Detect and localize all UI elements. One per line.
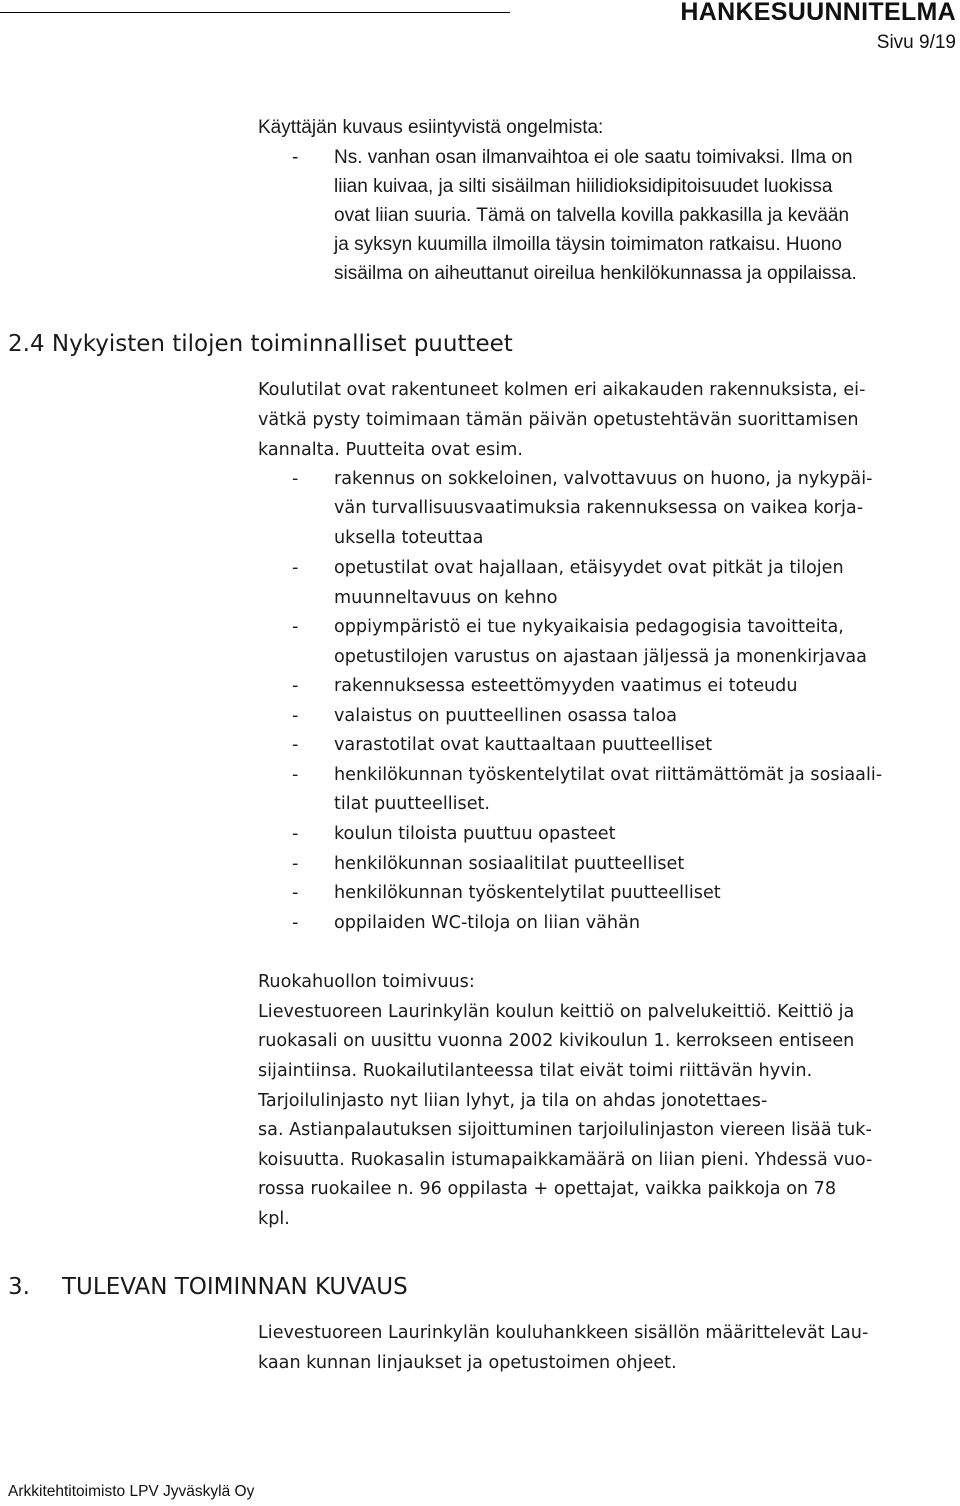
list-dash: -: [292, 469, 299, 489]
footer-company: Arkkitehtitoimisto LPV Jyväskylä Oy: [8, 1483, 255, 1500]
list-dash: -: [292, 854, 299, 874]
list-dash: -: [292, 735, 299, 755]
list-item: oppilaiden WC-tiloja on liian vähän: [334, 913, 640, 933]
paragraph-line: kaan kunnan linjaukset ja opetustoimen ohjeet.: [258, 1353, 677, 1373]
paragraph-line: kpl.: [258, 1209, 290, 1229]
page-number: Sivu 9/19: [876, 32, 956, 53]
list-item: henkilökunnan työskentelytilat puutteelliset: [334, 883, 721, 903]
paragraph-line: Ns. vanhan osan ilmanvaihtoa ei ole saatu toimivaksi. Ilma on: [334, 147, 853, 168]
paragraph-line: sa. Astianpalautuksen sijoittuminen tarjoilulinjaston viereen lisää tuk-: [258, 1120, 872, 1140]
paragraph-line: ovat liian suuria. Tämä on talvella kovilla pakkasilla ja kevään: [334, 205, 850, 226]
kitchen-heading: Ruokahuollon toimivuus:: [258, 972, 475, 992]
list-dash: -: [292, 883, 299, 903]
list-item: rakennuksessa esteettömyyden vaatimus ei toteudu: [334, 676, 798, 696]
list-item: henkilökunnan työskentelytilat ovat riittämättömät ja sosiaali-: [334, 765, 883, 785]
list-item-continuation: tilat puutteelliset.: [334, 794, 491, 814]
paragraph-line: liian kuivaa, ja silti sisäilman hiilidioksidipitoisuudet luokissa: [334, 176, 833, 197]
list-item: rakennus on sokkeloinen, valvottavuus on huono, ja nykypäi-: [334, 469, 873, 489]
paragraph-line: sisäilma on aiheuttanut oireilua henkilökunnassa ja oppilaissa.: [334, 263, 857, 284]
list-item: varastotilat ovat kauttaaltaan puutteelliset: [334, 735, 713, 755]
section-heading-2-4: 2.4 Nykyisten tilojen toiminnalliset puutteet: [8, 331, 513, 357]
paragraph-line: ruokasali on uusittu vuonna 2002 kivikoulun 1. kerrokseen entiseen: [258, 1031, 855, 1051]
paragraph-line: Tarjoilulinjasto nyt liian lyhyt, ja tila on ahdas jonotettaes-: [258, 1091, 768, 1111]
paragraph-line: koisuutta. Ruokasalin istumapaikkamäärä on liian pieni. Yhdessä vuo-: [258, 1150, 873, 1170]
document-title: HANKESUUNNITELMA: [680, 0, 956, 26]
paragraph-line: vätkä pysty toimimaan tämän päivän opetustehtävän suorittamisen: [258, 410, 859, 430]
list-item: koulun tiloista puuttuu opasteet: [334, 824, 616, 844]
list-item-continuation: uksella toteuttaa: [334, 528, 484, 548]
user-description-heading: Käyttäjän kuvaus esiintyvistä ongelmista:: [258, 117, 604, 138]
paragraph-line: kannalta. Puutteita ovat esim.: [258, 440, 523, 460]
section-heading-3: TULEVAN TOIMINNAN KUVAUS: [62, 1274, 408, 1300]
paragraph-line: Lievestuoreen Laurinkylän koulun keittiö on palvelukeittiö. Keittiö ja: [258, 1002, 855, 1022]
paragraph-line: ja syksyn kuumilla ilmoilla täysin toimimaton ratkaisu. Huono: [334, 234, 842, 255]
paragraph-line: sijaintiinsa. Ruokailutilanteessa tilat eivät toimi riittävän hyvin.: [258, 1061, 813, 1081]
paragraph-line: Lievestuoreen Laurinkylän kouluhankkeen sisällön määrittelevät Lau-: [258, 1323, 869, 1343]
list-dash: -: [292, 824, 299, 844]
section-number-3: 3.: [8, 1274, 30, 1300]
paragraph-line: Koulutilat ovat rakentuneet kolmen eri aikakauden rakennuksista, ei-: [258, 380, 866, 400]
list-item: oppiympäristö ei tue nykyaikaisia pedagogisia tavoitteita,: [334, 617, 844, 637]
list-dash: -: [292, 147, 299, 168]
list-item-continuation: muunneltavuus on kehno: [334, 588, 558, 608]
list-dash: -: [292, 676, 299, 696]
paragraph-line: rossa ruokailee n. 96 oppilasta + opettajat, vaikka paikkoja on 78: [258, 1179, 837, 1199]
list-dash: -: [292, 617, 299, 637]
list-item: valaistus on puutteellinen osassa taloa: [334, 706, 678, 726]
header-rule: [0, 12, 510, 13]
list-item-continuation: opetustilojen varustus on ajastaan jäljessä ja monenkirjavaa: [334, 647, 867, 667]
list-item-continuation: vän turvallisuusvaatimuksia rakennuksessa on vaikea korja-: [334, 498, 864, 518]
list-dash: -: [292, 765, 299, 785]
list-dash: -: [292, 706, 299, 726]
list-dash: -: [292, 913, 299, 933]
list-item: opetustilat ovat hajallaan, etäisyydet ovat pitkät ja tilojen: [334, 558, 844, 578]
list-dash: -: [292, 558, 299, 578]
list-item: henkilökunnan sosiaalitilat puutteelliset: [334, 854, 685, 874]
